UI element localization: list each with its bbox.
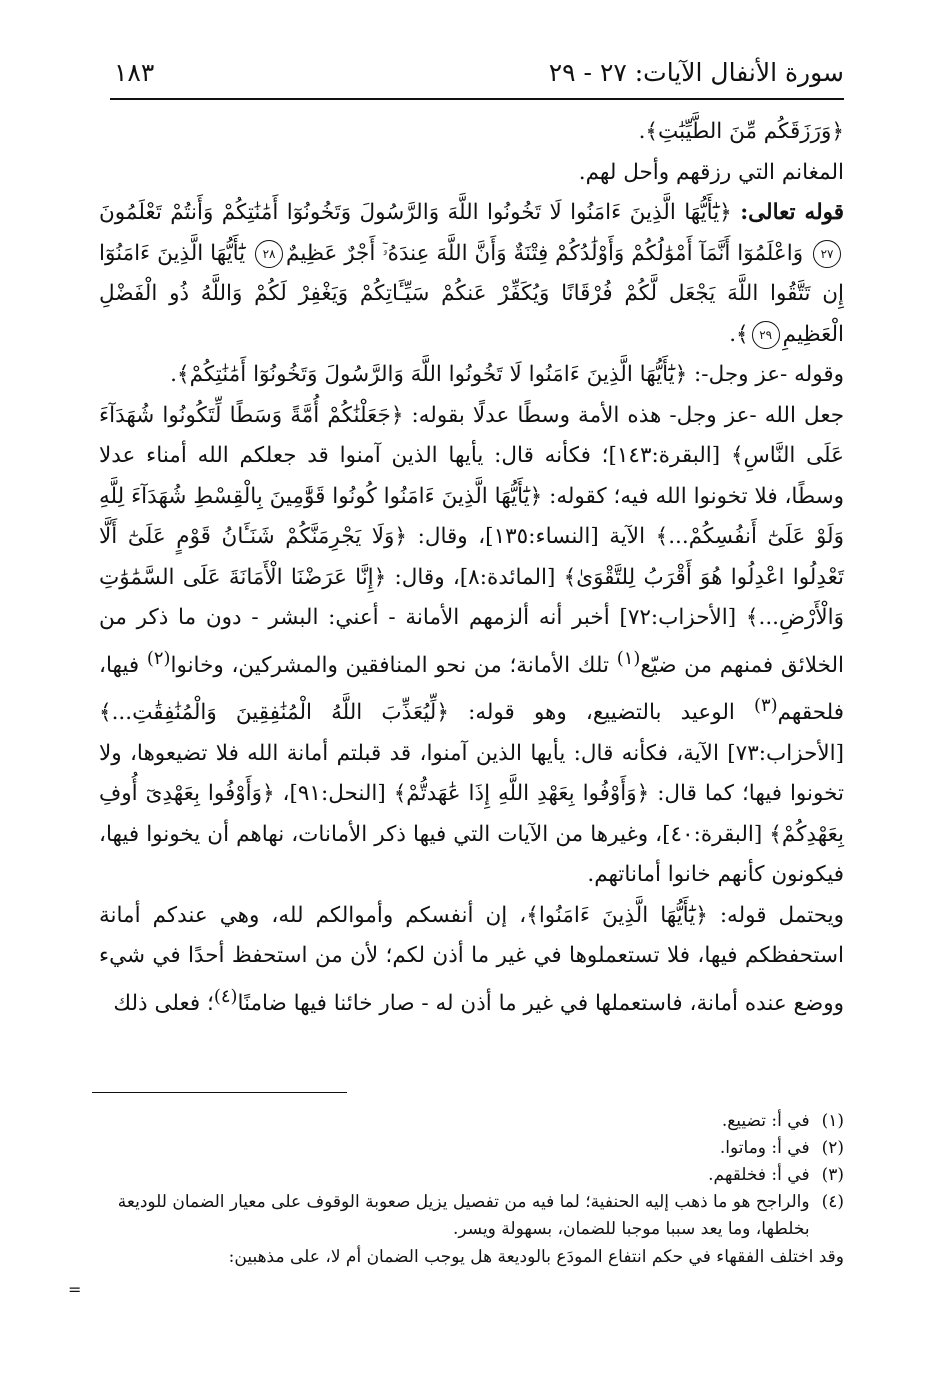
paragraph: [99, 112, 844, 153]
running-title: سورة الأنفال الآيات: ٢٧ - ٢٩: [548, 58, 844, 87]
running-header: [110, 52, 844, 100]
footnote-ref-1: (١): [616, 647, 641, 669]
page-number: ١٨٣: [114, 58, 155, 87]
verse-number-29: ٢٩: [752, 321, 780, 349]
quran-quote: ﴿وَرَزَقَكُم مِّنَ الطَّيِّبَٰتِ﴾.: [638, 119, 844, 144]
paragraph-text: ويحتمل قوله: ﴿يَٰٓأَيُّهَا الَّذِينَ ءَامَنُوا﴾، إن أنفسكم وأموالكم لله، وهي عندكم أمانة استحفظكم فيها، فلا تستعملوها في غير ما أذن لكم؛ لأن من استحفظ أحدًا في شيء ووضع عنده أمانة، فاستعملها في غير ما أذن له - صار خائنا فيها ضامنًا: [99, 902, 844, 1016]
footnote-number: (٣): [821, 1165, 844, 1185]
paragraph-text: تلك الأمانة؛ من نحو المنافقين والمشركين، وخانوا: [170, 652, 617, 678]
verse-number-27: ٢٧: [813, 240, 841, 268]
footnote-number: (٢): [821, 1138, 844, 1158]
footnote-ref-4: (٤): [213, 985, 238, 1007]
verse-number-28: ٢٨: [255, 240, 283, 268]
quote-close: ﴾.: [729, 321, 749, 347]
paragraph-text: وقوله -عز وجل-: ﴿يَٰٓأَيُّهَا الَّذِينَ ءَامَنُوا لَا تَخُونُوا اللَّهَ وَالرَّسُولَ وَتَخُونُوٓا أَمَٰنَٰتِكُمْ﴾.: [170, 362, 844, 387]
footnote-text: والراجح هو ما ذهب إليه الحنفية؛ لما فيه من تفصيل يزيل صعوبة الوقوف على معيار الضمان للوديعة بخلطها، وما يعد سببا موجبا للضمان، بسهولة ويسر.: [117, 1192, 810, 1239]
main-text: [99, 112, 844, 1024]
footnote-item: [99, 1189, 844, 1243]
paragraph-text: ؛ فعلى ذلك: [113, 990, 214, 1016]
footnote-text: في أ: وماتوا.: [719, 1138, 810, 1158]
lead-phrase: قوله تعالى:: [740, 200, 845, 225]
footnote-text: في أ: فخلقهم.: [708, 1165, 810, 1185]
footnote-number: (٤): [821, 1192, 844, 1212]
paragraph-text: فيها، فلحقهم: [99, 652, 844, 726]
paragraph: [99, 153, 844, 194]
footnote-ref-3: (٣): [754, 695, 778, 717]
paragraph-text: المغانم التي رزقهم وأحل لهم.: [578, 159, 844, 185]
verse-paragraph: [99, 193, 844, 355]
quran-verse-27: ﴿يَٰٓأَيُّهَا الَّذِينَ ءَامَنُوا لَا تَخُونُوا اللَّهَ وَالرَّسُولَ وَتَخُونُوٓا أَمَٰنَٰتِكُمْ وَأَنتُمْ تَعْلَمُونَ: [99, 200, 741, 225]
footnote-ref-2: (٢): [146, 647, 171, 669]
footnote-item: [99, 1162, 844, 1189]
paragraph: [99, 896, 844, 1025]
footnote-item: [99, 1135, 844, 1162]
paragraph-text: جعل الله -عز وجل- هذه الأمة وسطًا عدلًا بقوله: ﴿جَعَلْنَٰكُمْ أُمَّةً وَسَطًا لِّتَكُونُوا شُهَدَآءَ عَلَى النَّاسِ﴾ [البقرة:١٤٣]؛ فكأنه قال: يأيها الذين آمنوا قد جعلكم الله أمناء عدلا وسطًا، فلا تخونوا الله فيه؛ كقوله: ﴿يَٰٓأَيُّهَا الَّذِينَ ءَامَنُوا كُونُوا قَوَّٰمِينَ بِالْقِسْطِ شُهَدَآءَ لِلَّهِ وَلَوْ عَلَىٰٓ أَنفُسِكُمْ...﴾ الآية [النساء:١٣٥]، وقال: ﴿وَلَا يَجْرِمَنَّكُمْ شَنَـَٔانُ قَوْمٍ عَلَىٰٓ أَلَّا تَعْدِلُوا اعْدِلُوا هُوَ أَقْرَبُ لِلتَّقْوَىٰ﴾ [المائدة:٨]، وقال: ﴿إِنَّا عَرَضْنَا الْأَمَانَةَ عَلَى السَّمَٰوَٰتِ وَالْأَرْضِ...﴾ [الأحزاب:٧٢] أخبر أنه ألزمهم الأمانة - أعني: البشر - دون ما ذكر من الخلائق فمنهم من ضيّع: [99, 402, 844, 678]
continuation-mark: =: [68, 1280, 82, 1299]
footnotes: [99, 1108, 844, 1271]
quran-verse-28: وَاعْلَمُوٓا أَنَّمَآ أَمْوَٰلُكُمْ وَأَوْلَٰدُكُمْ فِتْنَةٌ وَأَنَّ اللَّهَ عِندَهُۥٓ أَجْرٌ عَظِيمٌ: [286, 240, 811, 266]
paragraph: [99, 396, 844, 896]
paragraph-text: الوعيد بالتضييع، وهو قوله: ﴿لِّيُعَذِّبَ اللَّهُ الْمُنَٰفِقِينَ وَالْمُنَٰفِقَٰتِ...﴾ [الأحزاب:٧٣] الآية، فكأنه قال: يأيها الذين آمنوا، قد قبلتم أمانة الله فلا تضيعوها، ولا تخونوا فيها؛ كما قال: ﴿وَأَوْفُوا بِعَهْدِ اللَّهِ إِذَا عَٰهَدتُّمْ﴾ [النحل:٩١]، ﴿وَأَوْفُوا بِعَهْدِىٓ أُوفِ بِعَهْدِكُمْ﴾ [البقرة:٤٠]، وغيرها من الآيات التي فيها ذكر الأمانات، نهاهم أن يخونوا فيها، فيكونون كأنهم خانوا أماناتهم.: [99, 700, 844, 888]
footnote-continuation: وقد اختلف الفقهاء في حكم انتفاع المودَع بالوديعة هل يوجب الضمان أم لا، على مذهبين:: [228, 1247, 844, 1267]
footnote-text: في أ: تضييع.: [721, 1111, 810, 1131]
footnote-item: [99, 1108, 844, 1135]
footnote-number: (١): [821, 1111, 844, 1131]
paragraph: [99, 355, 844, 396]
quran-verse-29: يَٰٓأَيُّهَا الَّذِينَ ءَامَنُوٓا إِن تَتَّقُوا اللَّهَ يَجْعَل لَّكُمْ فُرْقَانًا وَيُكَفِّرْ عَنكُمْ سَيِّـَٔاتِكُمْ وَيَغْفِرْ لَكُمْ وَاللَّهُ ذُو الْفَضْلِ الْعَظِيمِ: [99, 240, 844, 347]
footnote-separator: [92, 1092, 347, 1093]
